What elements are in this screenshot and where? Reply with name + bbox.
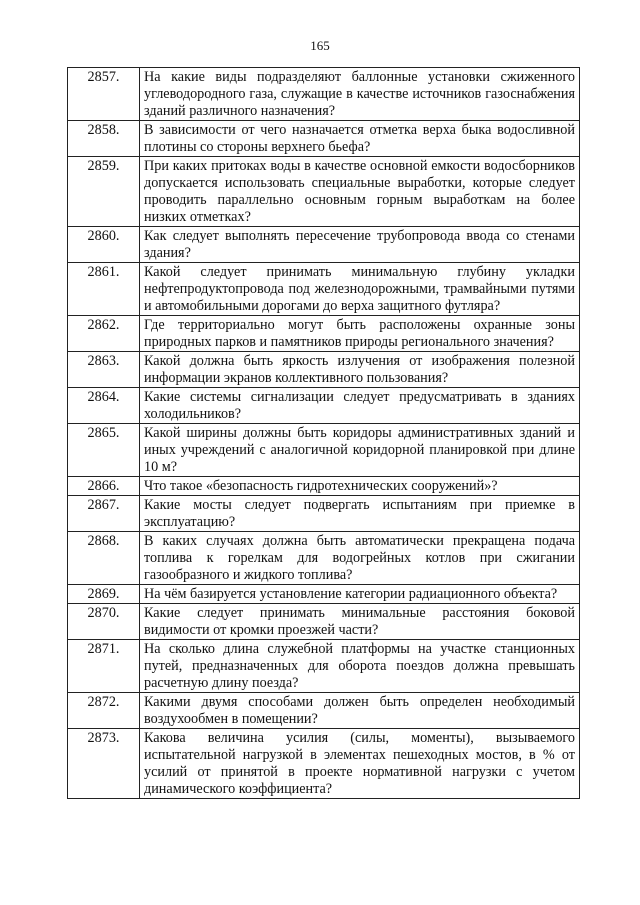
question-number: 2872. bbox=[68, 693, 140, 729]
table-row bbox=[68, 157, 580, 227]
question-number: 2868. bbox=[68, 532, 140, 585]
table-row bbox=[68, 640, 580, 693]
question-number: 2859. bbox=[68, 157, 140, 227]
question-text: В каких случаях должна быть автоматически прекращена подача топлива к горелкам для водогрейных котлов при сжигании газообразного и жидкого топлива? bbox=[140, 532, 580, 585]
question-text: На чём базируется установление категории радиационного объекта? bbox=[140, 585, 580, 604]
question-text: Какие следует принимать минимальные расстояния боковой видимости от кромки проезжей части? bbox=[140, 604, 580, 640]
question-number: 2864. bbox=[68, 388, 140, 424]
question-text: Что такое «безопасность гидротехнических сооружений»? bbox=[140, 477, 580, 496]
question-text: Какой ширины должны быть коридоры административных зданий и иных учреждений с аналогичной коридорной планировкой при длине 10 м? bbox=[140, 424, 580, 477]
question-number: 2857. bbox=[68, 68, 140, 121]
question-text: На какие виды подразделяют баллонные установки сжиженного углеводородного газа, служащие в качестве источников газоснабжения зданий различного назначения? bbox=[140, 68, 580, 121]
question-number: 2871. bbox=[68, 640, 140, 693]
question-number: 2873. bbox=[68, 729, 140, 799]
question-number: 2867. bbox=[68, 496, 140, 532]
question-text: Где территориально могут быть расположены охранные зоны природных парков и памятников природы регионального значения? bbox=[140, 316, 580, 352]
table-row bbox=[68, 693, 580, 729]
question-number: 2858. bbox=[68, 121, 140, 157]
table-row bbox=[68, 585, 580, 604]
questions-table bbox=[67, 67, 580, 799]
question-text: Какими двумя способами должен быть определен необходимый воздухообмен в помещении? bbox=[140, 693, 580, 729]
question-text: На сколько длина служебной платформы на участке станционных путей, предназначенных для оборота поездов должна превышать расчетную длину поезда? bbox=[140, 640, 580, 693]
question-number: 2860. bbox=[68, 227, 140, 263]
question-number: 2870. bbox=[68, 604, 140, 640]
page-number: 165 bbox=[310, 38, 330, 53]
table-row bbox=[68, 604, 580, 640]
question-text: Какой должна быть яркость излучения от изображения полезной информации экранов коллективного пользования? bbox=[140, 352, 580, 388]
table-row bbox=[68, 532, 580, 585]
table-row bbox=[68, 477, 580, 496]
question-text: Какой следует принимать минимальную глубину укладки нефтепродуктопровода под железнодорожными, трамвайными путями и автомобильными дорогами до верха защитного футляра? bbox=[140, 263, 580, 316]
table-row bbox=[68, 352, 580, 388]
question-text: Как следует выполнять пересечение трубопровода ввода со стенами здания? bbox=[140, 227, 580, 263]
table-row bbox=[68, 729, 580, 799]
question-number: 2861. bbox=[68, 263, 140, 316]
question-number: 2866. bbox=[68, 477, 140, 496]
table-row bbox=[68, 121, 580, 157]
table-row bbox=[68, 388, 580, 424]
question-text: Какова величина усилия (силы, моменты), вызываемого испытательной нагрузкой в элементах пешеходных мостов, в % от усилий от принятой в проекте нормативной нагрузки с учетом динамического коэффициента? bbox=[140, 729, 580, 799]
question-text: В зависимости от чего назначается отметка верха быка водосливной плотины со стороны верхнего бьефа? bbox=[140, 121, 580, 157]
table-row bbox=[68, 496, 580, 532]
question-text: Какие мосты следует подвергать испытаниям при приемке в эксплуатацию? bbox=[140, 496, 580, 532]
question-number: 2865. bbox=[68, 424, 140, 477]
table-row bbox=[68, 263, 580, 316]
table-row bbox=[68, 68, 580, 121]
question-number: 2863. bbox=[68, 352, 140, 388]
table-row bbox=[68, 227, 580, 263]
table-row bbox=[68, 424, 580, 477]
question-number: 2862. bbox=[68, 316, 140, 352]
question-number: 2869. bbox=[68, 585, 140, 604]
question-text: Какие системы сигнализации следует предусматривать в зданиях холодильников? bbox=[140, 388, 580, 424]
table-row bbox=[68, 316, 580, 352]
question-text: При каких притоках воды в качестве основной емкости водосборников допускается использовать специальные выработки, которые следует проводить параллельно основным горным выработкам на более низких отметках? bbox=[140, 157, 580, 227]
